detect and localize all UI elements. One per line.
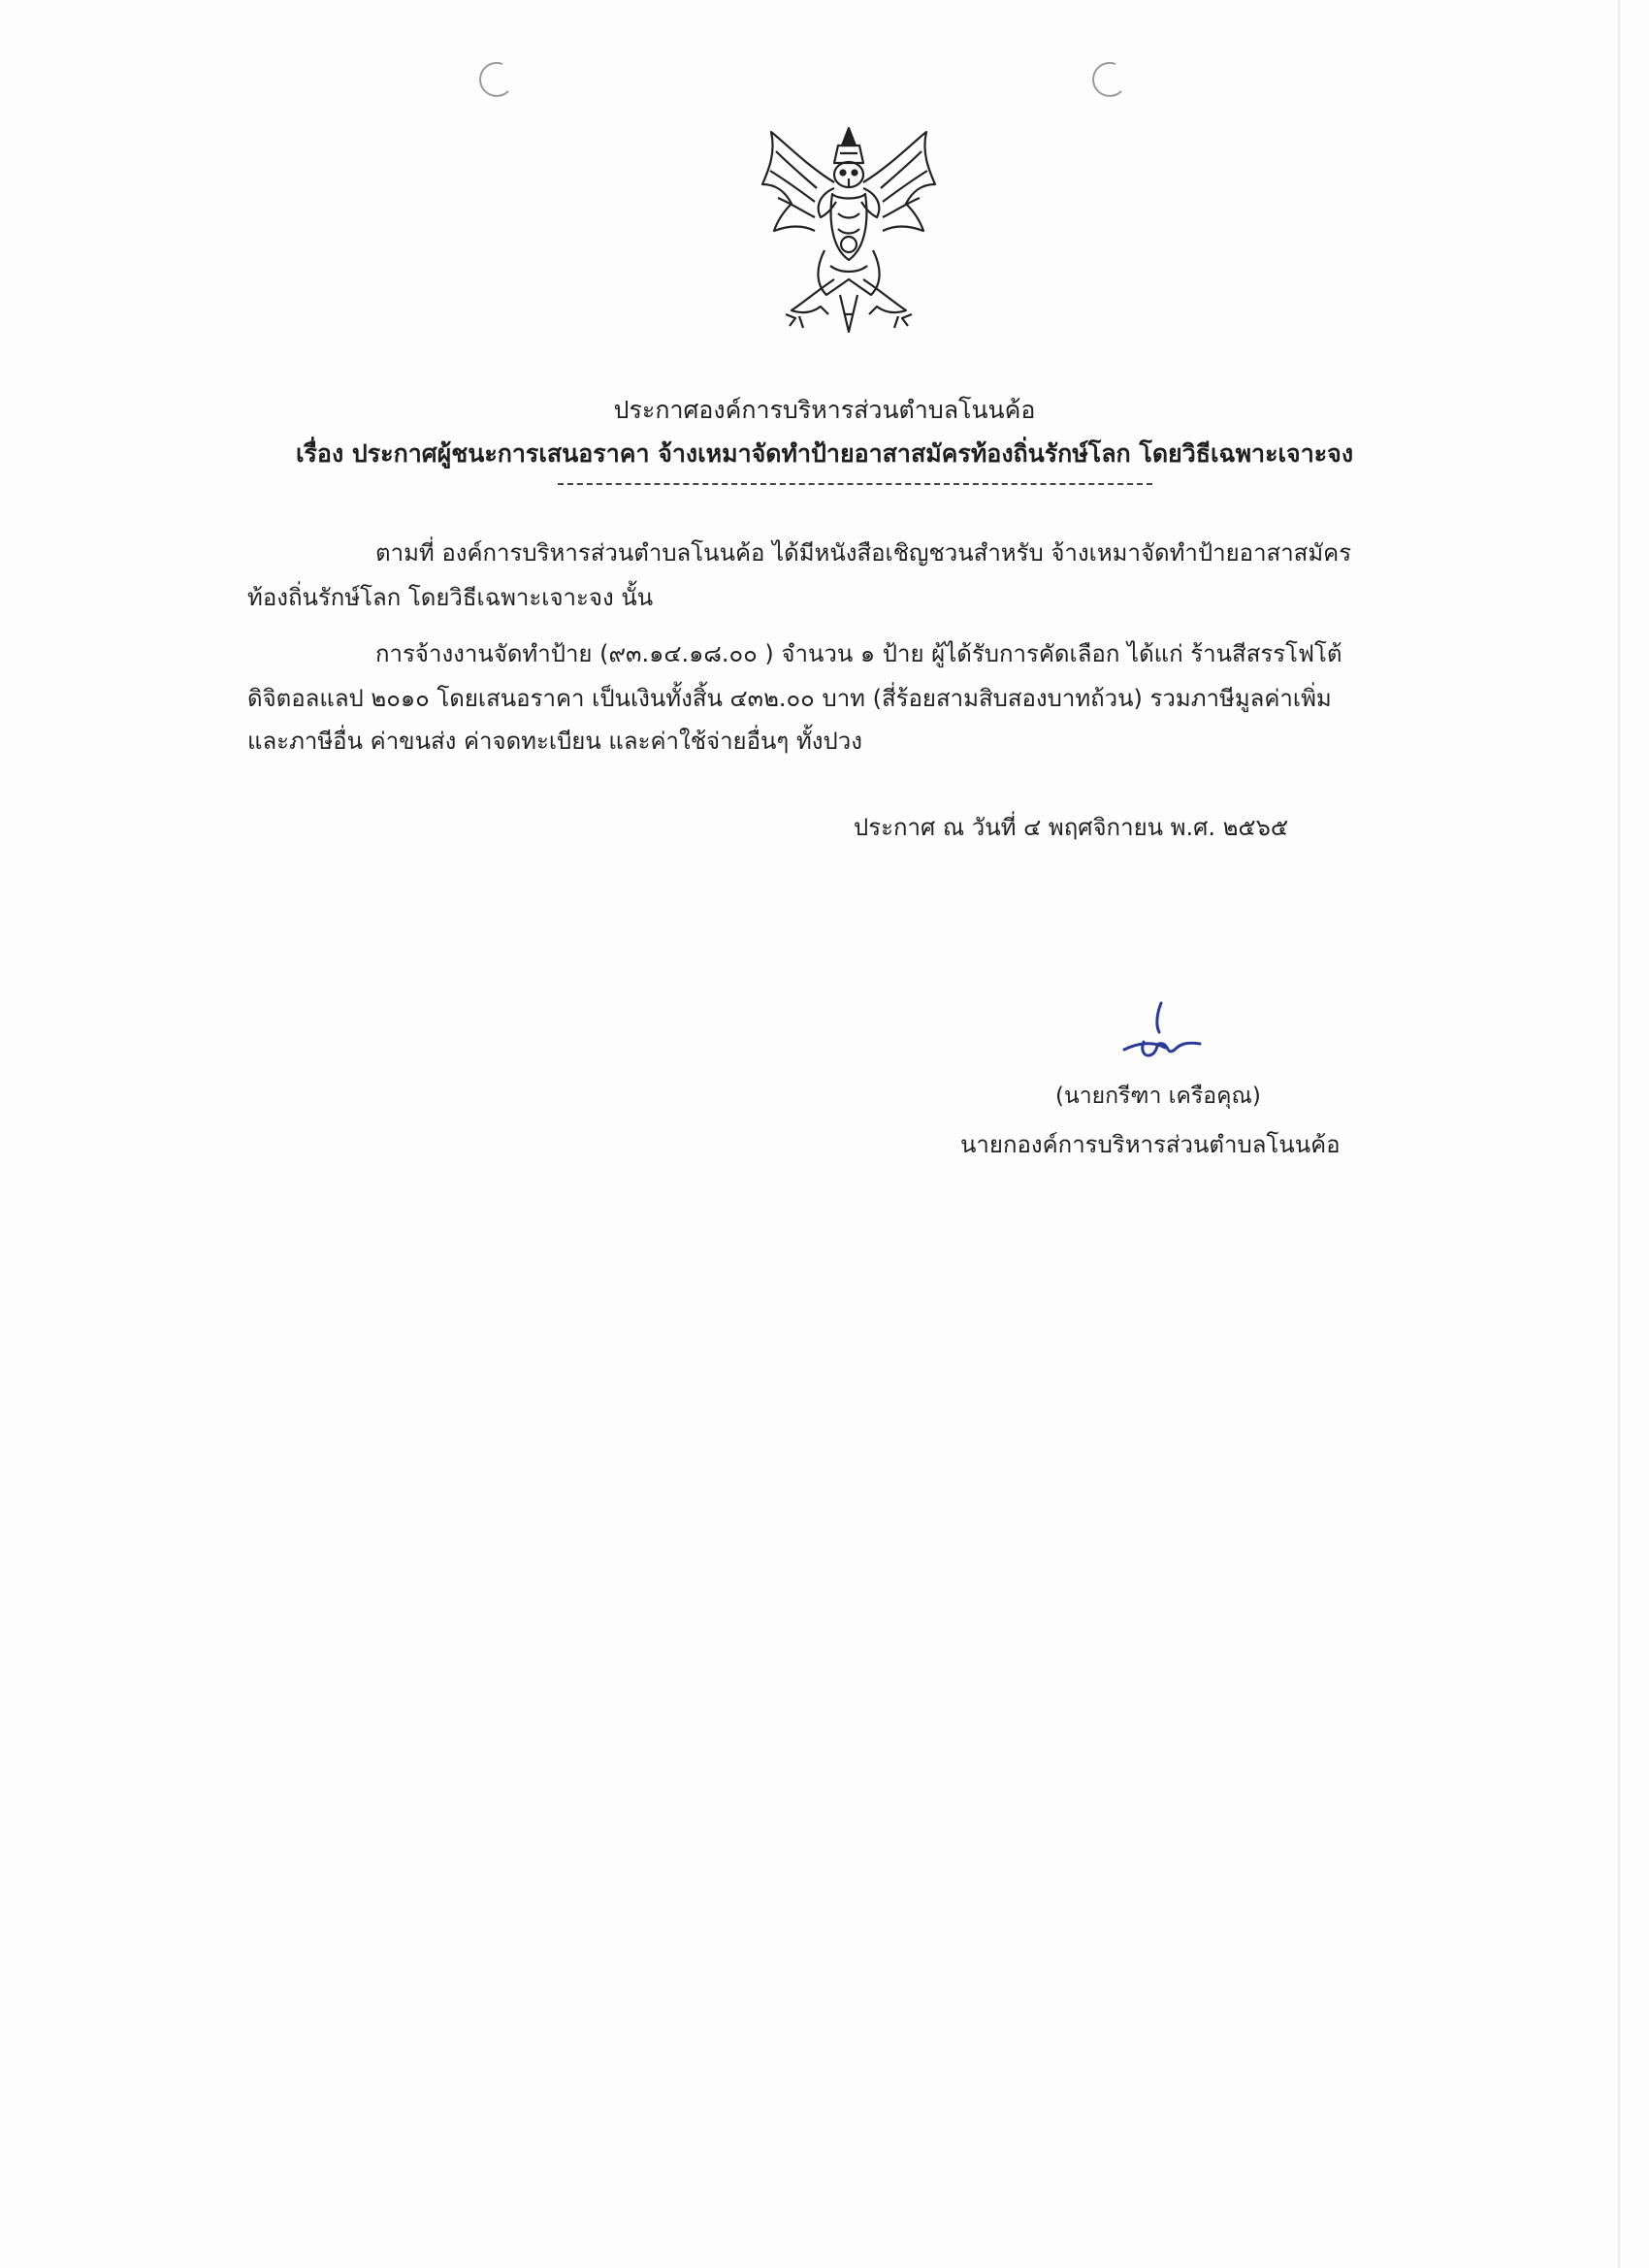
garuda-emblem-icon — [757, 124, 941, 338]
announcement-date: ประกาศ ณ วันที่ ๔ พฤศจิกายน พ.ศ. ๒๕๖๕ — [854, 814, 1288, 841]
announcement-subject: เรื่อง ประกาศผู้ชนะการเสนอราคา จ้างเหมาจัดทำป้ายอาสาสมัครท้องถิ่นรักษ์โลก โดยวิธีเฉพาะเจาะจง — [295, 439, 1354, 468]
paragraph-2-line-1: การจ้างงานจัดทำป้าย (๙๓.๑๔.๑๘.๐๐ ) จำนวน ๑ ป้าย ผู้ได้รับการคัดเลือก ได้แก่ ร้านสีสรรโฟโต้ — [375, 640, 1342, 667]
announcement-title: ประกาศองค์การบริหารส่วนตำบลโนนค้อ — [613, 396, 1036, 424]
punch-hole-right-icon — [1084, 58, 1127, 101]
punch-hole-left-icon — [473, 58, 516, 101]
signer-name: (นายกรีฑา เครือคุณ) — [1055, 1084, 1261, 1109]
paragraph-1-line-2: ท้องถิ่นรักษ์โลก โดยวิธีเฉพาะเจาะจง นั้น — [247, 584, 654, 611]
paragraph-2-line-3: และภาษีอื่น ค่าขนส่ง ค่าจดทะเบียน และค่าใช้จ่ายอื่นๆ ทั้งปวง — [247, 728, 862, 755]
handwritten-signature — [1111, 999, 1227, 1067]
signer-position: นายกองค์การบริหารส่วนตำบลโนนค้อ — [960, 1131, 1341, 1158]
paragraph-2-line-2: ดิจิตอลแลป ๒๐๑๐ โดยเสนอราคา เป็นเงินทั้งสิ้น ๔๓๒.๐๐ บาท (สี่ร้อยสามสิบสองบาทถ้วน) รวมภาษีมูลค่าเพิ่ม — [247, 685, 1332, 712]
paragraph-1-line-1: ตามที่ องค์การบริหารส่วนตำบลโนนค้อ ได้มีหนังสือเชิญชวนสำหรับ จ้างเหมาจัดทำป้ายอาสาสมัคร — [375, 539, 1352, 567]
scan-edge-line — [1618, 0, 1620, 2268]
separator-dashes — [558, 483, 1152, 485]
